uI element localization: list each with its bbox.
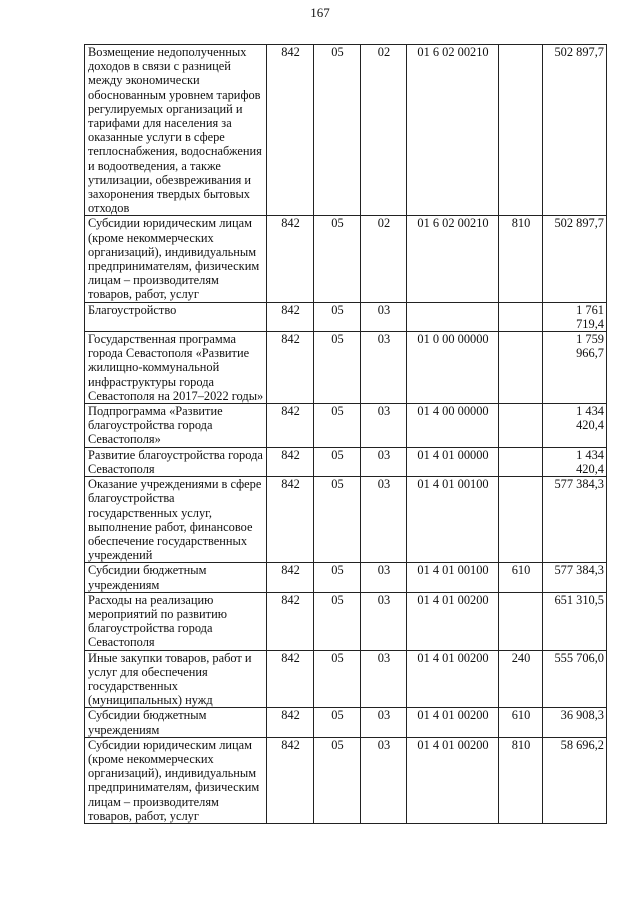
target-article-code: 01 6 02 00210	[407, 45, 499, 216]
table-row	[85, 216, 607, 302]
subsection-code: 03	[361, 650, 407, 708]
subsection-code: 03	[361, 737, 407, 823]
expense-type-code	[499, 302, 543, 331]
amount: 1 759 966,7	[543, 332, 607, 404]
item-name: Субсидии юридическим лицам (кроме некоммерческих организаций), индивидуальным предпринимателям, физическим лицам – производителям товаров, работ, услуг	[85, 216, 267, 302]
subsection-code: 02	[361, 45, 407, 216]
ministry-code: 842	[267, 332, 314, 404]
item-name: Государственная программа города Севастополя «Развитие жилищно-коммунальной инфраструктуры города Севастополя на 2017–2022 годы»	[85, 332, 267, 404]
item-name: Субсидии бюджетным учреждениям	[85, 563, 267, 592]
target-article-code: 01 4 00 00000	[407, 404, 499, 448]
amount: 651 310,5	[543, 592, 607, 650]
item-name: Расходы на реализацию мероприятий по развитию благоустройства города Севастополя	[85, 592, 267, 650]
section-code: 05	[314, 332, 361, 404]
subsection-code: 03	[361, 708, 407, 737]
section-code: 05	[314, 216, 361, 302]
table-row	[85, 737, 607, 823]
expense-type-code: 240	[499, 650, 543, 708]
table-row	[85, 650, 607, 708]
target-article-code	[407, 302, 499, 331]
ministry-code: 842	[267, 737, 314, 823]
table-row	[85, 404, 607, 448]
item-name: Благоустройство	[85, 302, 267, 331]
table-row	[85, 332, 607, 404]
ministry-code: 842	[267, 45, 314, 216]
expense-type-code	[499, 404, 543, 448]
budget-table	[84, 44, 607, 824]
section-code: 05	[314, 563, 361, 592]
subsection-code: 03	[361, 302, 407, 331]
expense-type-code: 610	[499, 563, 543, 592]
section-code: 05	[314, 477, 361, 563]
amount: 577 384,3	[543, 563, 607, 592]
item-name: Подпрограмма «Развитие благоустройства города Севастополя»	[85, 404, 267, 448]
target-article-code: 01 0 00 00000	[407, 332, 499, 404]
section-code: 05	[314, 708, 361, 737]
ministry-code: 842	[267, 302, 314, 331]
expense-type-code: 610	[499, 708, 543, 737]
expense-type-code	[499, 477, 543, 563]
target-article-code: 01 4 01 00200	[407, 708, 499, 737]
ministry-code: 842	[267, 477, 314, 563]
item-name: Иные закупки товаров, работ и услуг для обеспечения государственных (муниципальных) нужд	[85, 650, 267, 708]
ministry-code: 842	[267, 650, 314, 708]
expense-type-code	[499, 447, 543, 476]
item-name: Субсидии бюджетным учреждениям	[85, 708, 267, 737]
item-name: Возмещение недополученных доходов в связи с разницей между экономически обоснованным уровнем тарифов регулируемых организаций и тарифами для населения за оказанные услуги в сфере теплоснабжения, водоснабжения и водоотведения, а также утилизации, обезвреживания и захоронения твердых бытовых отходов	[85, 45, 267, 216]
subsection-code: 03	[361, 404, 407, 448]
ministry-code: 842	[267, 447, 314, 476]
expense-type-code: 810	[499, 737, 543, 823]
table-row	[85, 302, 607, 331]
ministry-code: 842	[267, 592, 314, 650]
subsection-code: 03	[361, 332, 407, 404]
table-row	[85, 447, 607, 476]
item-name: Оказание учреждениями в сфере благоустройства государственных услуг, выполнение работ, финансовое обеспечение государственных учреждений	[85, 477, 267, 563]
amount: 502 897,7	[543, 216, 607, 302]
expense-type-code	[499, 45, 543, 216]
target-article-code: 01 4 01 00200	[407, 737, 499, 823]
target-article-code: 01 4 01 00100	[407, 477, 499, 563]
table-row	[85, 708, 607, 737]
amount: 1 434 420,4	[543, 447, 607, 476]
ministry-code: 842	[267, 563, 314, 592]
ministry-code: 842	[267, 404, 314, 448]
section-code: 05	[314, 737, 361, 823]
amount: 58 696,2	[543, 737, 607, 823]
item-name: Субсидии юридическим лицам (кроме некоммерческих организаций), индивидуальным предпринимателям, физическим лицам – производителям товаров, работ, услуг	[85, 737, 267, 823]
ministry-code: 842	[267, 708, 314, 737]
expense-type-code: 810	[499, 216, 543, 302]
target-article-code: 01 6 02 00210	[407, 216, 499, 302]
expense-type-code	[499, 332, 543, 404]
subsection-code: 03	[361, 592, 407, 650]
section-code: 05	[314, 447, 361, 476]
section-code: 05	[314, 302, 361, 331]
target-article-code: 01 4 01 00100	[407, 563, 499, 592]
subsection-code: 02	[361, 216, 407, 302]
amount: 36 908,3	[543, 708, 607, 737]
amount: 1 761 719,4	[543, 302, 607, 331]
section-code: 05	[314, 592, 361, 650]
table-row	[85, 45, 607, 216]
target-article-code: 01 4 01 00200	[407, 592, 499, 650]
section-code: 05	[314, 650, 361, 708]
table-row	[85, 563, 607, 592]
target-article-code: 01 4 01 00000	[407, 447, 499, 476]
table-row	[85, 477, 607, 563]
item-name: Развитие благоустройства города Севастополя	[85, 447, 267, 476]
ministry-code: 842	[267, 216, 314, 302]
amount: 1 434 420,4	[543, 404, 607, 448]
expense-type-code	[499, 592, 543, 650]
table-row	[85, 592, 607, 650]
section-code: 05	[314, 404, 361, 448]
target-article-code: 01 4 01 00200	[407, 650, 499, 708]
amount: 555 706,0	[543, 650, 607, 708]
page-number: 167	[310, 5, 330, 20]
subsection-code: 03	[361, 477, 407, 563]
amount: 502 897,7	[543, 45, 607, 216]
section-code: 05	[314, 45, 361, 216]
subsection-code: 03	[361, 447, 407, 476]
subsection-code: 03	[361, 563, 407, 592]
amount: 577 384,3	[543, 477, 607, 563]
